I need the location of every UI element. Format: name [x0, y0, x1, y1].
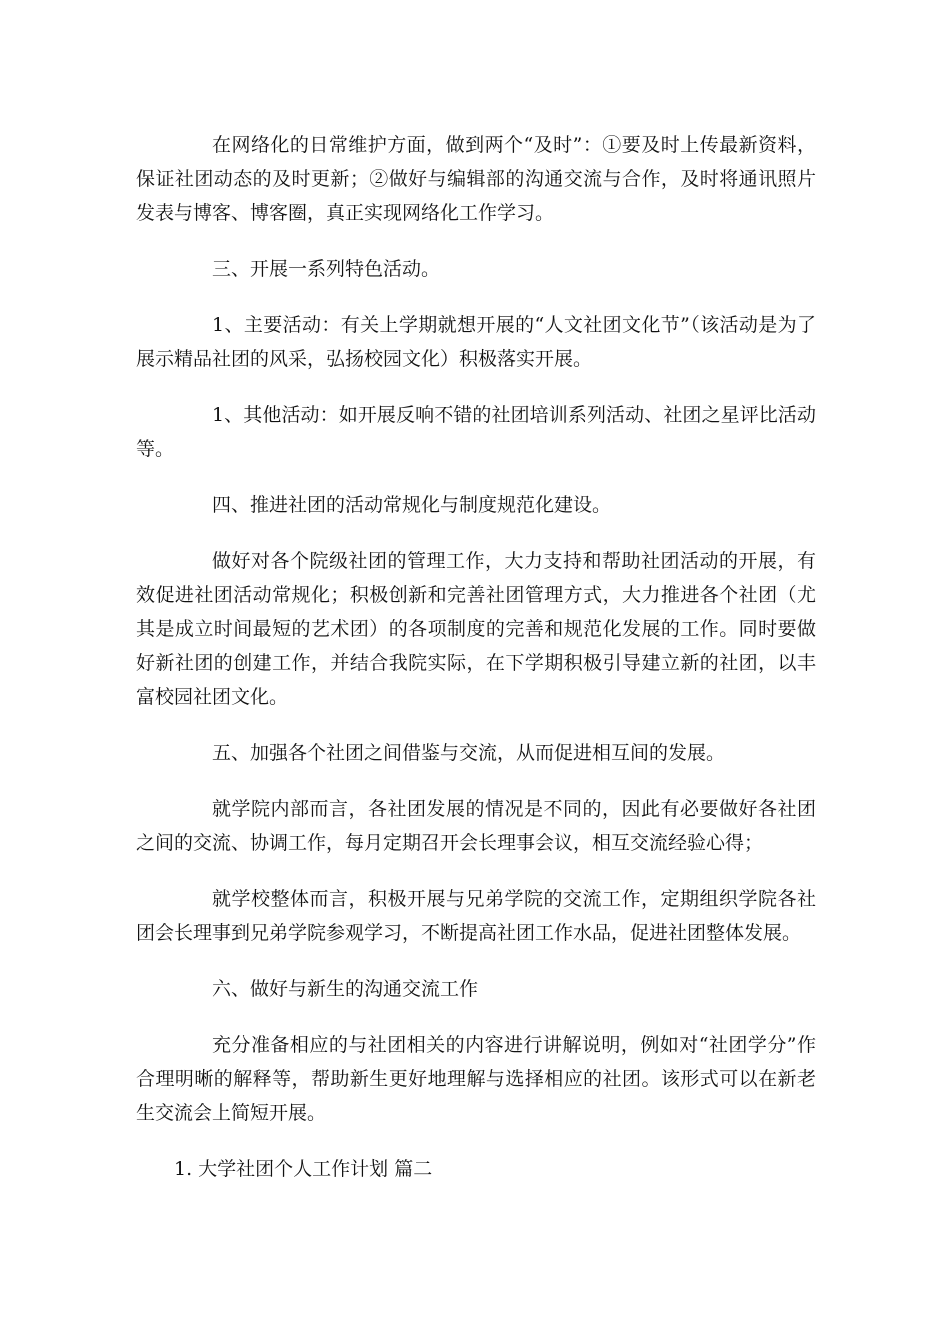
section-heading-3: 三、开展一系列特色活动。 [212, 258, 441, 280]
section-heading-4: 四、推进社团的活动常规化与制度规范化建设。 [212, 494, 612, 516]
section-subtitle: 1. 大学社团个人工作计划 篇二 [174, 1158, 433, 1180]
section-heading-5: 五、加强各个社团之间借鉴与交流，从而促进相互间的发展。 [212, 742, 726, 764]
paragraph-management: 做好对各个院级社团的管理工作，大力支持和帮助社团活动的开展，有效促进社团活动常规化；积极创新和完善社团管理方式，大力推进各个社团（尤其是成立时间最短的艺术团）的各项制度的完善和规范化发展的工作。同时要做好新社团的创建工作，并结合我院实际，在下学期积极引导建立新的社团，以丰富校园社团文化。 [136, 550, 816, 708]
paragraph-freshmen: 充分准备相应的与社团相关的内容进行讲解说明，例如对“社团学分”作合理明晰的解释等，帮助新生更好地理解与选择相应的社团。该形式可以在新老生交流会上简短开展。 [136, 1034, 816, 1124]
paragraph-school-exchange: 就学校整体而言，积极开展与兄弟学院的交流工作，定期组织学院各社团会长理事到兄弟学院参观学习，不断提高社团工作水品，促进社团整体发展。 [136, 888, 816, 944]
paragraph-internal-exchange: 就学院内部而言，各社团发展的情况是不同的，因此有必要做好各社团之间的交流、协调工作，每月定期召开会长理事会议，相互交流经验心得； [136, 798, 816, 854]
paragraph-network-maintenance: 在网络化的日常维护方面，做到两个“及时”：①要及时上传最新资料，保证社团动态的及时更新；②做好与编辑部的沟通交流与合作，及时将通讯照片发表与博客、博客圈，真正实现网络化工作学习。 [136, 134, 816, 224]
paragraph-other-activity: 1、其他活动：如开展反响不错的社团培训系列活动、社团之星评比活动等。 [136, 404, 816, 460]
paragraph-main-activity: 1、主要活动：有关上学期就想开展的“人文社团文化节”（该活动是为了展示精品社团的风采，弘扬校园文化）积极落实开展。 [136, 314, 816, 370]
document-body [136, 128, 816, 1186]
section-heading-6: 六、做好与新生的沟通交流工作 [212, 978, 479, 1000]
